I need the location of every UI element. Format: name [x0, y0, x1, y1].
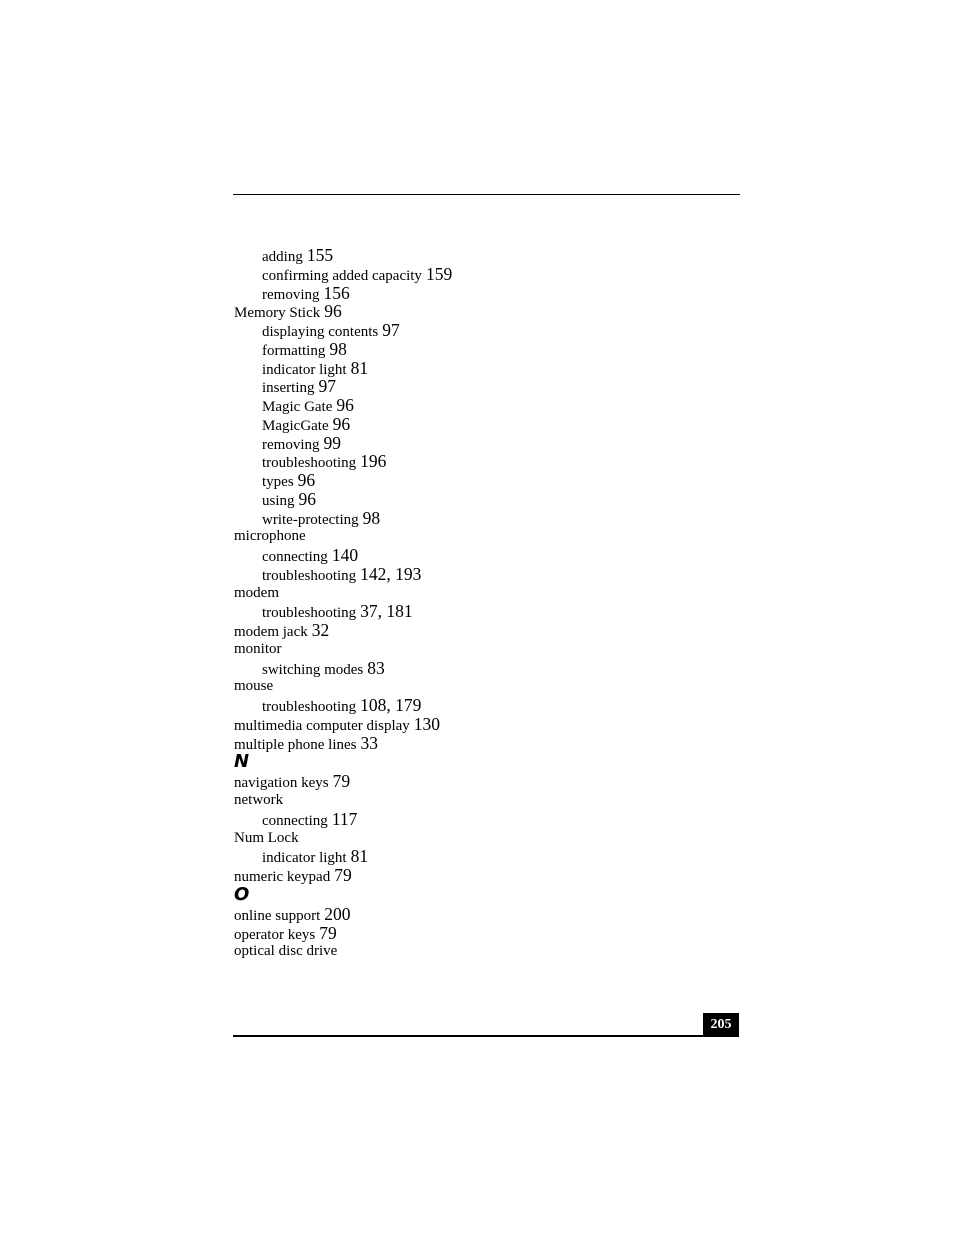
index-page-refs: 79 [319, 922, 337, 943]
index-term: troubleshooting [262, 605, 357, 622]
index-term: Memory Stick [234, 305, 321, 322]
index-term: MagicGate [262, 417, 329, 434]
index-page-refs: 96 [324, 301, 342, 322]
footer-rule [233, 1035, 739, 1037]
index-entry [234, 905, 734, 924]
header-rule [233, 194, 740, 195]
index-term: operator keys [234, 926, 316, 943]
index-subentry [234, 509, 734, 528]
section-letter-heading: O [234, 883, 250, 905]
index-page-refs: 156 [323, 282, 350, 303]
index-term: online support [234, 907, 321, 924]
index-term: connecting [262, 549, 328, 565]
index-subentry [234, 246, 734, 265]
index-page-refs: 97 [382, 320, 400, 340]
index-entry [234, 942, 734, 961]
section-letter-heading: N [234, 751, 250, 773]
index-term: Magic Gate [262, 399, 333, 415]
index-page-refs: 81 [350, 357, 369, 378]
index-page-refs: 37, 181 [360, 601, 413, 622]
index-term: mouse [234, 678, 274, 695]
index-page-refs: 155 [306, 245, 334, 265]
index-term: numeric keypad [234, 869, 331, 885]
index-subentry [234, 471, 734, 490]
index-entry [234, 772, 734, 791]
index-term: formatting [262, 342, 326, 359]
index-term: modem jack [234, 624, 308, 640]
index-term: switching modes [262, 661, 364, 678]
index-subentry [234, 847, 734, 866]
index-entry [234, 924, 734, 943]
index-page-refs: 96 [297, 470, 316, 490]
index-term: removing [262, 436, 320, 453]
index-subentry [234, 321, 734, 340]
index-subentry [234, 490, 734, 509]
index-term: types [262, 474, 294, 490]
index-page-refs: 96 [332, 413, 351, 434]
index-subentry [234, 546, 734, 565]
index-page-refs: 79 [334, 865, 352, 885]
index-entry [234, 866, 734, 885]
index-page-refs: 130 [413, 713, 441, 734]
index-page-refs: 117 [331, 808, 358, 829]
index-page-refs: 98 [329, 338, 347, 359]
index-page-refs: 32 [311, 620, 330, 640]
index-term: confirming added capacity [262, 267, 422, 284]
index-term: microphone [234, 528, 306, 545]
index-term: network [234, 792, 284, 808]
index-subentry [234, 377, 734, 396]
index-entry [234, 791, 734, 810]
index-subentry [234, 565, 734, 584]
index-term: troubleshooting [262, 699, 357, 715]
index-page-refs: 33 [360, 732, 378, 753]
index-term: inserting [262, 380, 315, 397]
index-term: removing [262, 286, 320, 303]
index-term: multimedia computer display [234, 717, 410, 734]
index-entry [234, 829, 734, 848]
index-subentry [234, 659, 734, 678]
index-subentry [234, 415, 734, 434]
index-subentry [234, 452, 734, 471]
index-page-refs: 159 [425, 263, 453, 284]
index-term: modem [234, 584, 279, 601]
index-subentry [234, 396, 734, 415]
index-entry [234, 302, 734, 321]
index-page-refs: 97 [318, 376, 336, 397]
index-term: indicator light [262, 850, 347, 867]
index-term: using [262, 492, 295, 509]
index-term: troubleshooting [262, 455, 357, 472]
page-number: 205 [703, 1013, 739, 1036]
index-list [234, 246, 734, 961]
index-term: monitor [234, 640, 282, 657]
index-entry [234, 677, 734, 696]
index-entry [234, 584, 734, 603]
index-subentry [234, 359, 734, 378]
index-entry [234, 640, 734, 659]
index-entry [234, 527, 734, 546]
index-term: displaying contents [262, 324, 379, 340]
index-page-refs: 98 [362, 507, 381, 528]
index-page-refs: 96 [336, 395, 354, 415]
index-page-refs: 99 [323, 432, 341, 453]
index-subentry [234, 602, 734, 621]
index-page-refs: 83 [367, 657, 385, 678]
index-page-refs: 79 [332, 771, 351, 792]
index-subentry [234, 265, 734, 284]
index-term: troubleshooting [262, 567, 357, 584]
index-entry [234, 715, 734, 734]
index-subentry [234, 810, 734, 829]
index-term: navigation keys [234, 775, 329, 792]
index-entry [234, 734, 734, 753]
index-term: multiple phone lines [234, 736, 357, 753]
index-page-refs: 196 [360, 451, 387, 472]
index-page-refs: 140 [331, 545, 359, 565]
index-page-refs: 142, 193 [360, 563, 422, 584]
index-entry [234, 621, 734, 640]
index-term: Num Lock [234, 829, 299, 846]
index-page-refs: 81 [350, 846, 369, 867]
index-page-refs: 96 [298, 488, 317, 509]
index-page-refs: 108, 179 [360, 695, 422, 715]
index-subentry [234, 434, 734, 453]
index-term: write-protecting [262, 511, 359, 528]
index-term: adding [262, 249, 303, 265]
index-term: indicator light [262, 361, 347, 378]
index-subentry [234, 340, 734, 359]
index-term: connecting [262, 812, 328, 829]
index-subentry [234, 696, 734, 715]
index-page-refs: 200 [324, 903, 351, 924]
index-term: optical disc drive [234, 943, 338, 960]
index-subentry [234, 284, 734, 303]
